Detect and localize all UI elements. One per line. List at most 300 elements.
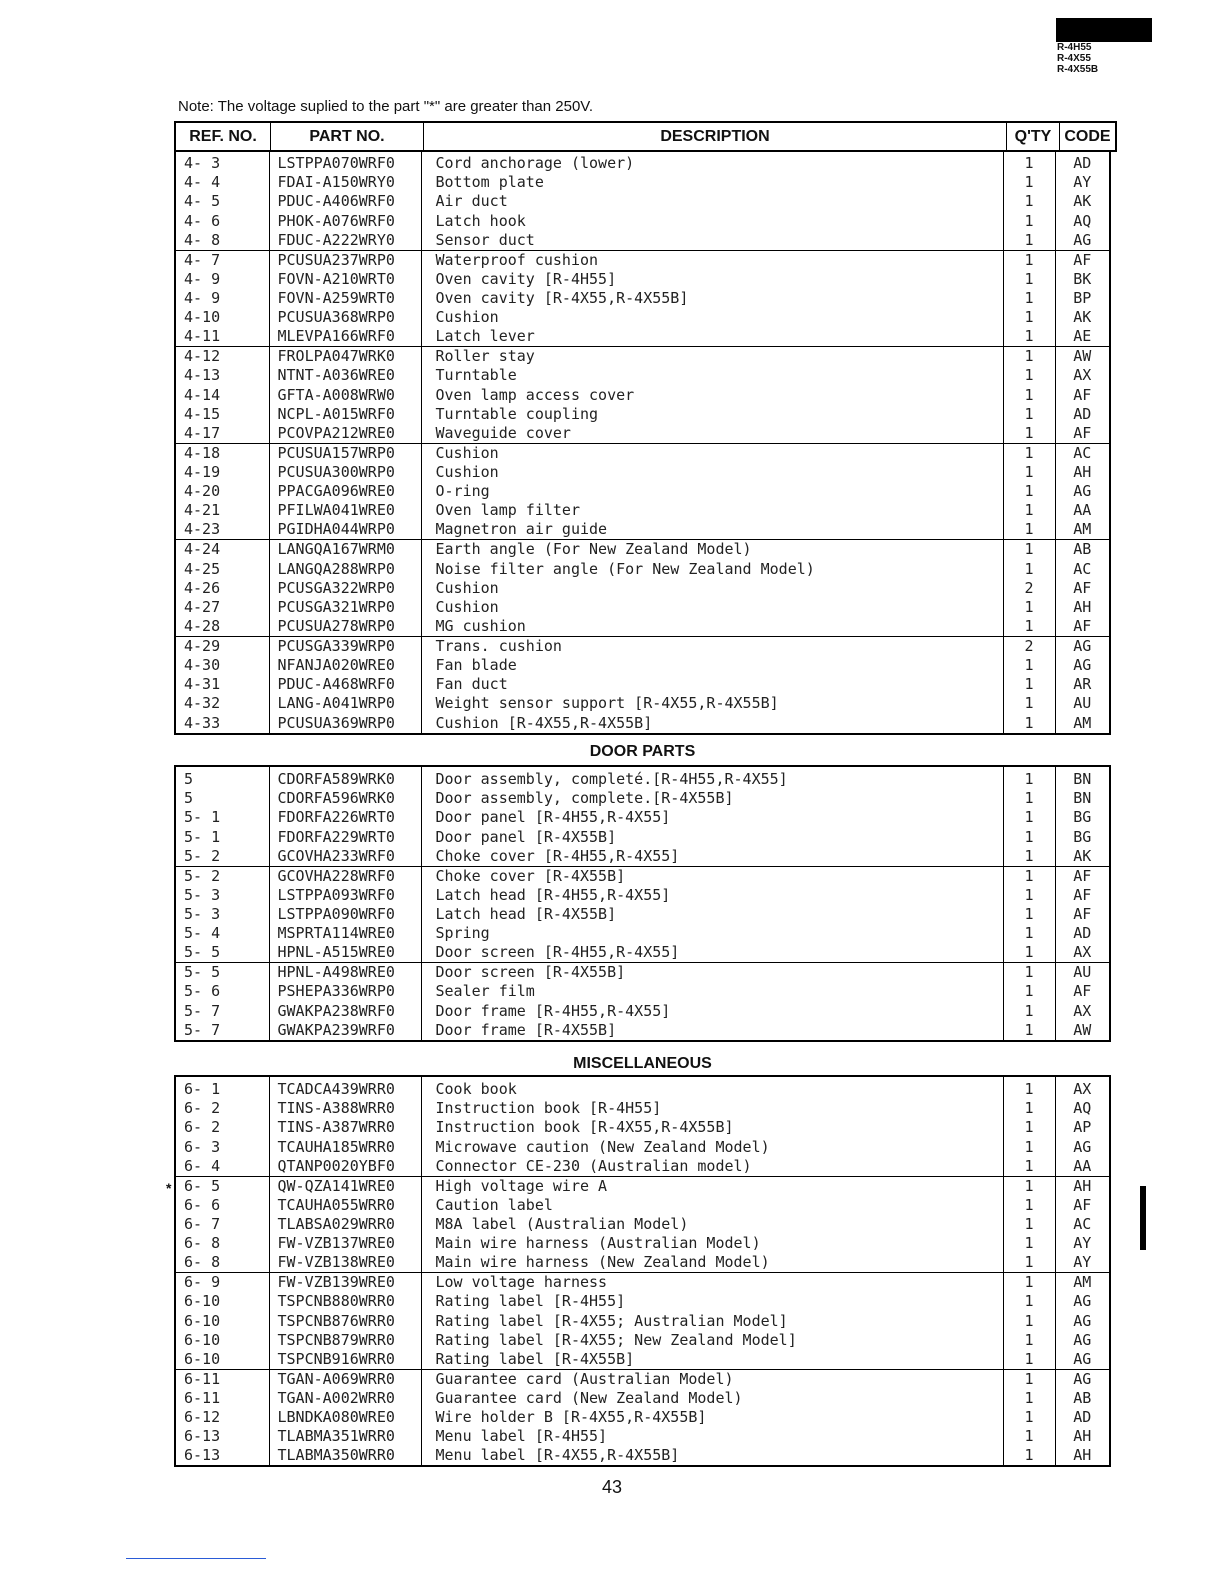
cell-ref-no: 6-13 [175, 1446, 269, 1466]
cell-qty: 1 [1003, 443, 1055, 463]
cell-code: AC [1055, 443, 1110, 463]
cell-ref-no: 4-26 [175, 579, 269, 598]
cell-code: AM [1055, 1273, 1110, 1293]
cell-description: Spring [421, 924, 1003, 943]
cell-qty: 1 [1003, 847, 1055, 867]
cell-part-no: FW-VZB138WRE0 [269, 1253, 421, 1273]
section-title-door-parts: DOOR PARTS [589, 743, 696, 760]
cell-ref-no: 5- 6 [175, 982, 269, 1001]
cell-description: Earth angle (For New Zealand Model) [421, 540, 1003, 560]
cell-part-no: PCUSUA369WRP0 [269, 714, 421, 734]
parts-table-main [174, 150, 1111, 735]
table-row [175, 617, 1110, 637]
cell-qty: 1 [1003, 808, 1055, 827]
cell-description: Guarantee card (Australian Model) [421, 1369, 1003, 1389]
cell-description: Door frame [R-4H55,R-4X55] [421, 1002, 1003, 1021]
cell-qty: 1 [1003, 154, 1055, 173]
cell-qty: 1 [1003, 963, 1055, 983]
cell-ref-no: 5- 2 [175, 866, 269, 886]
cell-code: AP [1073, 1118, 1092, 1137]
cell-part-no: TINS-A387WRR0 [269, 1118, 421, 1137]
cell-ref-no: 4-13 [175, 366, 269, 385]
cell-code: AG [1055, 1369, 1110, 1389]
cell-description: Caution label [421, 1196, 1003, 1215]
cell-qty: 1 [1003, 520, 1055, 540]
cell-code: AG [1073, 230, 1092, 249]
cell-qty: 1 [1003, 386, 1055, 405]
cell-description: Oven lamp access cover [421, 386, 1003, 405]
table-row [175, 270, 1110, 289]
table-row [175, 808, 1110, 827]
table-row [175, 924, 1110, 943]
cell-part-no: LANGQA167WRM0 [269, 540, 421, 560]
cell-ref-no: 5- 3 [175, 905, 269, 924]
cell-ref-no: 5- 5 [175, 963, 269, 983]
table-row [175, 192, 1110, 211]
table-row [175, 1389, 1110, 1408]
cell-description: Rating label [R-4X55; Australian Model] [421, 1312, 1003, 1331]
cell-code: AF [1073, 905, 1092, 924]
cell-part-no: TSPCNB916WRR0 [269, 1350, 421, 1370]
cell-ref-no: 5- 3 [175, 886, 269, 905]
table-row [175, 347, 1110, 367]
table-row [175, 1253, 1110, 1273]
cell-description: Menu label [R-4H55] [421, 1427, 1003, 1446]
cell-part-no: TCADCA439WRR0 [269, 1080, 421, 1099]
table-row [175, 289, 1110, 308]
cell-ref-no: 4-25 [175, 559, 269, 578]
cell-part-no: PCUSUA300WRP0 [269, 463, 421, 482]
cell-ref-no: 5- 4 [175, 924, 269, 943]
cell-code: AW [1073, 1020, 1092, 1039]
cell-ref-no: 6-12 [175, 1408, 269, 1427]
cell-ref-no: 4- 5 [175, 192, 269, 211]
cell-ref-no: 4-28 [175, 617, 269, 637]
cell-ref-no: 5- 2 [175, 847, 269, 867]
cell-part-no: PCUSUA237WRP0 [269, 250, 421, 270]
cell-part-no: GFTA-A008WRW0 [269, 386, 421, 405]
col-code: CODE [1064, 127, 1111, 145]
cell-description: Connector CE-230 (Australian model) [421, 1157, 1003, 1177]
cell-description: Door screen [R-4H55,R-4X55] [421, 943, 1003, 963]
cell-code: AK [1073, 846, 1092, 865]
cell-ref-no: 4- 7 [175, 250, 269, 270]
cell-description: Cushion [421, 579, 1003, 598]
cell-qty: 1 [1003, 231, 1055, 251]
cell-part-no: PPACGA096WRE0 [269, 482, 421, 501]
cell-description: Choke cover [R-4H55,R-4X55] [421, 847, 1003, 867]
cell-description: Instruction book [R-4H55] [421, 1099, 1003, 1118]
cell-qty: 1 [1003, 770, 1055, 789]
table-row [175, 231, 1110, 251]
parts-table-door [174, 765, 1111, 1042]
table-row [175, 1157, 1110, 1177]
cell-ref-no: 5- 7 [175, 1002, 269, 1021]
table-row [175, 982, 1110, 1001]
cell-part-no: PCUSGA339WRP0 [269, 637, 421, 657]
cell-qty: 1 [1003, 1253, 1055, 1273]
cell-qty: 1 [1003, 1021, 1055, 1041]
cell-part-no: HPNL-A498WRE0 [269, 963, 421, 983]
cell-description: Door assembly, completé.[R-4H55,R-4X55] [421, 770, 1003, 789]
cell-part-no: TGAN-A002WRR0 [269, 1389, 421, 1408]
cell-code: AG [1073, 1349, 1092, 1368]
cell-part-no: CDORFA596WRK0 [269, 789, 421, 808]
cell-part-no: LBNDKA080WRE0 [269, 1408, 421, 1427]
cell-description: Latch hook [421, 212, 1003, 231]
cell-code: AM [1073, 713, 1092, 732]
table-row [175, 714, 1110, 734]
cell-qty: 1 [1003, 1234, 1055, 1253]
cell-ref-no: 4- 4 [175, 173, 269, 192]
column-header [174, 121, 1117, 152]
cell-description: Oven cavity [R-4H55] [421, 270, 1003, 289]
table-row [175, 154, 1110, 173]
cell-qty: 1 [1003, 828, 1055, 847]
cell-qty: 2 [1003, 579, 1055, 598]
cell-qty: 1 [1003, 192, 1055, 211]
table-row [175, 1021, 1110, 1041]
cell-part-no: TLABSA029WRR0 [269, 1215, 421, 1234]
cell-qty: 1 [1003, 656, 1055, 675]
cell-description: Roller stay [421, 347, 1003, 367]
table-row [175, 540, 1110, 560]
cell-part-no: PCUSUA157WRP0 [269, 443, 421, 463]
table-row [175, 1080, 1110, 1099]
voltage-note: Note: The voltage suplied to the part "*" are greater than 250V. [178, 98, 594, 115]
cell-part-no: TCAUHA055WRR0 [269, 1196, 421, 1215]
table-row [175, 424, 1110, 444]
cell-qty: 1 [1003, 1331, 1055, 1350]
cell-qty: 1 [1003, 789, 1055, 808]
cell-qty: 1 [1003, 501, 1055, 520]
cell-part-no: GWAKPA239WRF0 [269, 1021, 421, 1041]
cell-ref-no: 6- 1 [175, 1080, 269, 1099]
cell-qty: 1 [1003, 714, 1055, 734]
table-row [175, 675, 1110, 694]
model-list [1057, 42, 1098, 75]
table-row [175, 637, 1110, 657]
cell-qty: 1 [1003, 463, 1055, 482]
cell-qty: 1 [1003, 173, 1055, 192]
cell-ref-no: 6- 4 [175, 1157, 269, 1177]
cell-description: Fan duct [421, 675, 1003, 694]
cell-ref-no: 6- 2 [175, 1118, 269, 1137]
cell-description: Waveguide cover [421, 424, 1003, 444]
cell-qty: 1 [1003, 1080, 1055, 1099]
cell-code: AD [1073, 154, 1092, 173]
cell-code: AD [1073, 924, 1092, 943]
cell-code: AQ [1073, 1099, 1092, 1118]
cell-qty: 1 [1003, 675, 1055, 694]
cell-part-no: GCOVHA233WRF0 [269, 847, 421, 867]
table-row [175, 789, 1110, 808]
table-row [175, 866, 1110, 886]
cell-ref-no: 6-11 [175, 1369, 269, 1389]
cell-qty: 1 [1003, 366, 1055, 385]
cell-code: BG [1073, 808, 1092, 827]
cell-part-no: MSPRTA114WRE0 [269, 924, 421, 943]
cell-qty: 1 [1003, 1157, 1055, 1177]
cell-code: AH [1073, 1427, 1092, 1446]
cell-ref-no: 5 [175, 770, 269, 789]
cell-qty: 1 [1003, 1002, 1055, 1021]
cell-ref-no: 4-15 [175, 405, 269, 424]
table-row [175, 1196, 1110, 1215]
table-row [175, 386, 1110, 405]
cell-description: Sensor duct [421, 231, 1003, 251]
cell-code: AH [1073, 462, 1092, 481]
cell-qty: 1 [1003, 559, 1055, 578]
cell-code: BG [1073, 827, 1092, 846]
table-row [175, 1350, 1110, 1370]
cell-part-no: PCOVPA212WRE0 [269, 424, 421, 444]
cell-ref-no: 4-20 [175, 482, 269, 501]
cell-description: Door panel [R-4H55,R-4X55] [421, 808, 1003, 827]
cell-description: Latch lever [421, 327, 1003, 347]
cell-ref-no: 6-10 [175, 1292, 269, 1311]
table-row [175, 828, 1110, 847]
cell-description: MG cushion [421, 617, 1003, 637]
cell-description: O-ring [421, 482, 1003, 501]
cell-code: BN [1073, 770, 1092, 789]
cell-description: Trans. cushion [421, 637, 1003, 657]
table-row [175, 1369, 1110, 1389]
cell-ref-no: 5- 1 [175, 808, 269, 827]
cell-description: Low voltage harness [421, 1273, 1003, 1293]
cell-code: AF [1073, 423, 1092, 442]
cell-qty: 1 [1003, 943, 1055, 963]
cell-code: AK [1073, 192, 1092, 211]
table-row [175, 308, 1110, 327]
cell-part-no: TLABMA351WRR0 [269, 1427, 421, 1446]
cell-code: AB [1073, 1388, 1092, 1407]
cell-qty: 1 [1003, 482, 1055, 501]
cell-ref-no: 4-31 [175, 675, 269, 694]
table-row [175, 656, 1110, 675]
table-row [175, 405, 1110, 424]
cell-part-no: PGIDHA044WRP0 [269, 520, 421, 540]
cell-part-no: PCUSUA368WRP0 [269, 308, 421, 327]
col-qty: Q'TY [1007, 122, 1060, 151]
cell-part-no: FROLPA047WRK0 [269, 347, 421, 367]
cell-description: Cord anchorage (lower) [421, 154, 1003, 173]
cell-description: Weight sensor support [R-4X55,R-4X55B] [421, 694, 1003, 713]
cell-ref-no: 4-32 [175, 694, 269, 713]
table-row [175, 559, 1110, 578]
cell-ref-no: 4- 3 [175, 154, 269, 173]
cell-qty: 1 [1003, 1446, 1055, 1466]
table-row [175, 173, 1110, 192]
table-row [175, 1446, 1110, 1466]
cell-part-no: HPNL-A515WRE0 [269, 943, 421, 963]
table-row [175, 366, 1110, 385]
cell-code: AK [1073, 308, 1092, 327]
cell-part-no: FOVN-A259WRT0 [269, 289, 421, 308]
cell-description: Rating label [R-4X55B] [421, 1350, 1003, 1370]
cell-code: AG [1073, 1292, 1092, 1311]
table-row [175, 886, 1110, 905]
cell-code: AH [1073, 597, 1092, 616]
cell-ref-no: 6- 2 [175, 1099, 269, 1118]
cell-description: Fan blade [421, 656, 1003, 675]
table-row [175, 847, 1110, 867]
cell-qty: 1 [1003, 1138, 1055, 1157]
cell-description: Cushion [421, 308, 1003, 327]
cell-part-no: TSPCNB876WRR0 [269, 1312, 421, 1331]
cell-qty: 1 [1003, 308, 1055, 327]
cell-part-no: QTANP0020YBF0 [269, 1157, 421, 1177]
cell-description: Microwave caution (New Zealand Model) [421, 1138, 1003, 1157]
cell-ref-no: 5- 5 [175, 943, 269, 963]
cell-qty: 1 [1003, 1389, 1055, 1408]
cell-part-no: TGAN-A069WRR0 [269, 1369, 421, 1389]
cell-qty: 1 [1003, 1118, 1055, 1137]
cell-part-no: PCUSGA322WRP0 [269, 579, 421, 598]
table-row [175, 770, 1110, 789]
cell-code: AF [1055, 250, 1110, 270]
cell-part-no: FOVN-A210WRT0 [269, 270, 421, 289]
cell-description: M8A label (Australian Model) [421, 1215, 1003, 1234]
cell-part-no: FDORFA226WRT0 [269, 808, 421, 827]
cell-code: AF [1073, 1195, 1092, 1214]
high-voltage-star-mark: * [166, 1180, 172, 1196]
cell-code: AF [1073, 578, 1092, 597]
cell-description: Guarantee card (New Zealand Model) [421, 1389, 1003, 1408]
cell-qty: 1 [1003, 1312, 1055, 1331]
cell-description: Turntable [421, 366, 1003, 385]
table-row [175, 1099, 1110, 1118]
cell-description: Choke cover [R-4X55B] [421, 866, 1003, 886]
cell-part-no: PHOK-A076WRF0 [269, 212, 421, 231]
cell-qty: 1 [1003, 1427, 1055, 1446]
table-row [175, 250, 1110, 270]
cell-qty: 1 [1003, 1176, 1055, 1196]
cell-qty: 1 [1003, 1292, 1055, 1311]
cell-code: AX [1073, 366, 1092, 385]
cell-code: AF [1055, 866, 1110, 886]
cell-ref-no: 4-18 [175, 443, 269, 463]
cell-code: AG [1073, 1137, 1092, 1156]
cell-qty: 1 [1003, 540, 1055, 560]
cell-ref-no: 5 [175, 789, 269, 808]
cell-qty: 1 [1003, 1273, 1055, 1293]
cell-code: AG [1073, 1311, 1092, 1330]
table-row [175, 463, 1110, 482]
table-row [175, 443, 1110, 463]
table-row [175, 694, 1110, 713]
cell-code: AF [1073, 617, 1092, 635]
cell-code: AD [1073, 404, 1092, 423]
cell-code: AC [1073, 559, 1092, 578]
table-row [175, 1118, 1110, 1137]
cell-code: BP [1073, 289, 1092, 308]
cell-description: Door panel [R-4X55B] [421, 828, 1003, 847]
cell-qty: 1 [1003, 212, 1055, 231]
cell-description: Noise filter angle (For New Zealand Model) [421, 559, 1003, 578]
cell-description: Main wire harness (Australian Model) [421, 1234, 1003, 1253]
cell-description: Magnetron air guide [421, 520, 1003, 540]
cell-ref-no: 6- 6 [175, 1196, 269, 1215]
cell-ref-no: 4- 9 [175, 270, 269, 289]
cell-description: Door assembly, complete.[R-4X55B] [421, 789, 1003, 808]
cell-description: Rating label [R-4X55; New Zealand Model] [421, 1331, 1003, 1350]
cell-code: AY [1073, 173, 1092, 192]
table-row [175, 482, 1110, 501]
cell-qty: 1 [1003, 694, 1055, 713]
cell-part-no: MLEVPA166WRF0 [269, 327, 421, 347]
cell-description: Cushion [421, 463, 1003, 482]
cell-ref-no: 6- 8 [175, 1234, 269, 1253]
col-description: DESCRIPTION [424, 122, 1007, 151]
table-row [175, 520, 1110, 540]
cell-part-no: PSHEPA336WRP0 [269, 982, 421, 1001]
cell-ref-no: 6- 3 [175, 1138, 269, 1157]
cell-description: Sealer film [421, 982, 1003, 1001]
cell-code: AA [1073, 501, 1092, 520]
cell-description: Latch head [R-4H55,R-4X55] [421, 886, 1003, 905]
cell-part-no: GWAKPA238WRF0 [269, 1002, 421, 1021]
cell-code: AG [1073, 656, 1092, 675]
cell-qty: 1 [1003, 1369, 1055, 1389]
cell-qty: 1 [1003, 1350, 1055, 1370]
cell-code: AC [1073, 1215, 1092, 1234]
cell-code: AF [1073, 982, 1092, 1001]
cell-description: Cook book [421, 1080, 1003, 1099]
cell-ref-no: 4-17 [175, 424, 269, 444]
cell-part-no: PDUC-A468WRF0 [269, 675, 421, 694]
cell-qty: 1 [1003, 1099, 1055, 1118]
cell-code: AH [1073, 1446, 1092, 1465]
cell-code: AA [1073, 1156, 1092, 1175]
cell-part-no: FW-VZB137WRE0 [269, 1234, 421, 1253]
cell-part-no: PFILWA041WRE0 [269, 501, 421, 520]
cell-ref-no: 4- 8 [175, 231, 269, 251]
cell-qty: 1 [1003, 886, 1055, 905]
cell-part-no: TCAUHA185WRR0 [269, 1138, 421, 1157]
cell-description: Cushion [R-4X55,R-4X55B] [421, 714, 1003, 734]
cell-description: Menu label [R-4X55,R-4X55B] [421, 1446, 1003, 1466]
cell-code: AD [1073, 1408, 1092, 1427]
cell-code: AB [1055, 540, 1110, 560]
cell-part-no: PCUSUA278WRP0 [269, 617, 421, 637]
cell-ref-no: 4-11 [175, 327, 269, 347]
cell-ref-no: 6- 5 [175, 1176, 269, 1196]
cell-description: Oven lamp filter [421, 501, 1003, 520]
cell-description: High voltage wire A [421, 1176, 1003, 1196]
cell-code: AX [1073, 1080, 1092, 1099]
cell-part-no: QW-QZA141WRE0 [269, 1176, 421, 1196]
cell-code: AY [1073, 1253, 1092, 1272]
cell-part-no: FDUC-A222WRY0 [269, 231, 421, 251]
table-row [175, 1331, 1110, 1350]
section-title-miscellaneous: MISCELLANEOUS [573, 1055, 712, 1072]
cell-ref-no: 4-21 [175, 501, 269, 520]
cell-description: Rating label [R-4H55] [421, 1292, 1003, 1311]
cell-code: AU [1073, 694, 1092, 713]
cell-part-no: PCUSGA321WRP0 [269, 598, 421, 617]
table-row [175, 1215, 1110, 1234]
cell-part-no: TINS-A388WRR0 [269, 1099, 421, 1118]
cell-qty: 1 [1003, 1408, 1055, 1427]
table-row [175, 501, 1110, 520]
cell-ref-no: 4- 6 [175, 212, 269, 231]
cell-part-no: LANGQA288WRP0 [269, 559, 421, 578]
table-row [175, 1002, 1110, 1021]
cell-part-no: LSTPPA070WRF0 [269, 154, 421, 173]
side-marker-bar [1140, 1186, 1146, 1250]
table-row [175, 1312, 1110, 1331]
